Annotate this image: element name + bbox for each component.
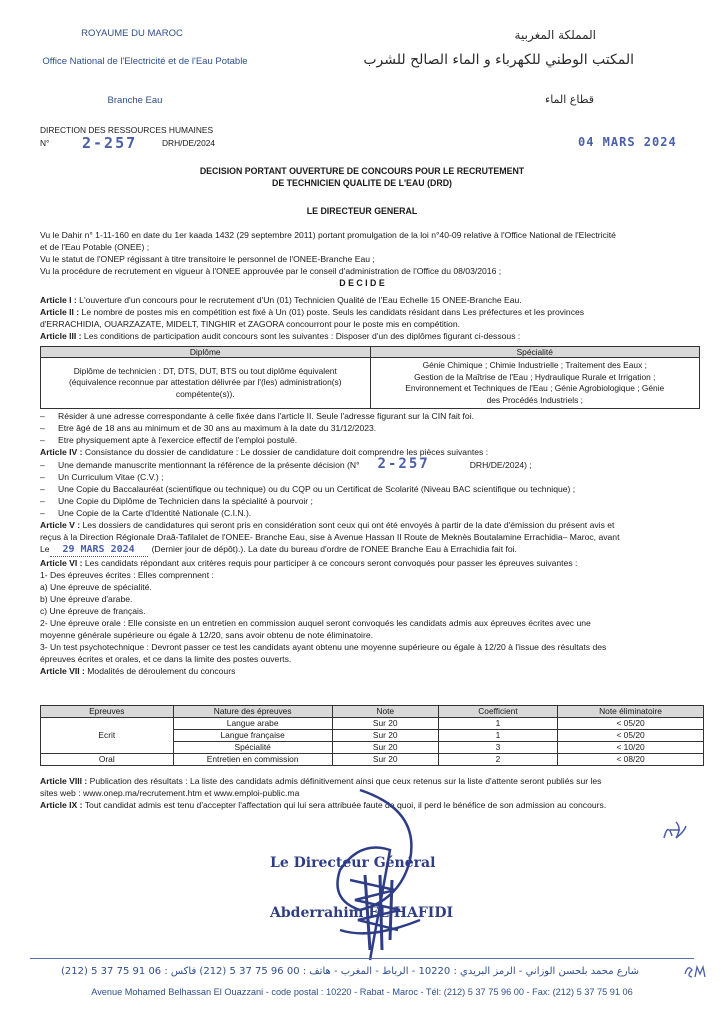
article-1 (40, 294, 700, 306)
signatory-name: Abderrahim EL HAFIDI (270, 905, 454, 921)
article-5-line2: reçus à la Direction Régionale Draâ-Tafilalet de l'ONEE- Branche Eau, sise à Avenue Hassan II Route de Meknès Boutalamine Errachidia– Maroc, avant (40, 532, 620, 542)
article-5: Article V : Les dossiers de candidatures qui seront pris en considération sont ceux qui ont été envoyés à partir de la date d'émission du présent avis et (40, 520, 615, 530)
article-3 (40, 330, 700, 342)
decision-title-line2: DE TECHNICIEN QUALITE DE L'EAU (DRD) (272, 178, 452, 188)
article-4-text: Consistance du dossier de candidature : Le dossier de candidature doit comprendre les pièces suivantes : (82, 447, 489, 457)
exam-line: épreuves écrites et orales, et ce dans la limite des postes ouverts. (40, 654, 292, 664)
exam-header: Note éliminatoire (558, 706, 704, 718)
article-9: Article IX : Tout candidat admis est tenu d'accepter l'affectation qui lui sera attribuée faute de quoi, il perd le bénéfice de son admission au concours. (40, 800, 607, 810)
exam-type-written: Ecrit (41, 718, 174, 754)
speciality-line: Génie Chimique ; Chimie Industrielle ; Traitement des Eaux ; (422, 360, 647, 370)
condition-item: – Etre âgé de 18 ans au minimum et de 30 ans au maximum à la date du 31/12/2023. (40, 423, 377, 433)
exam-type-oral: Oral (41, 754, 174, 766)
exam-cell: 2 (438, 754, 557, 766)
articles-block (40, 294, 700, 342)
article-8-line2: sites web : www.onep.ma/recrutement.htm et www.emploi-public.ma (40, 788, 300, 798)
article-2-label: Article II : (40, 307, 80, 317)
dossier-item: – Une Copie du Diplôme de Technicien dans la spécialité à pourvoir ; (40, 496, 313, 506)
exam-line: 3- Un test psychotechnique : Devront passer ce test les candidats ayant obtenu une moyenne supérieure ou égale à 12/20 à l'issue des résultats des (40, 642, 607, 652)
exam-cell: 1 (438, 718, 557, 730)
office-name-fr: Office National de l'Electricité et de l'Eau Potable (42, 56, 248, 67)
exam-cell: < 08/20 (558, 754, 704, 766)
speciality-line: des Procédés Industriels ; (486, 394, 583, 405)
article-5-line3: Le 29 MARS 2024 (Dernier jour de dépôt).). La date du bureau d'ordre de l'ONEE Branche Eau à Errachidia fait foi. (40, 544, 517, 555)
director-heading: LE DIRECTEUR GENERAL (306, 206, 418, 216)
conditions-block (40, 410, 704, 677)
article-6: Article VI : Les candidats répondant aux critères requis pour participer à ce concours seront convoqués pour passer les épreuves suivantes : (40, 558, 578, 568)
table-row (41, 754, 704, 766)
exam-cell: < 05/20 (558, 730, 704, 742)
handwritten-signature (300, 780, 440, 970)
footer-divider (30, 958, 694, 959)
footer-arabic: شارع محمد بلحسن الوزاني - الرمز البريدي : 10220 - الرباط - المغرب - هاتف : 00 96 75 37 5 (212) فاكس : 06 91 75 37 5 (212) (61, 966, 639, 977)
dossier-item: – Un Curriculum Vitae (C.V.) ; (40, 472, 164, 482)
article-2-text: Le nombre de postes mis en compétition est fixé à Un (01) poste. Seuls les candidats résidant dans Les préfectures et les provinces (79, 307, 585, 317)
article-4 (40, 446, 704, 458)
exam-cell: < 05/20 (558, 718, 704, 730)
article-1-text: L'ouverture d'un concours pour le recrutement d'Un (01) Technicien Qualité de l'Eau Echelle 15 ONEE-Branche Eau. (76, 295, 522, 305)
exam-header: Note (332, 706, 438, 718)
preamble-line: Vu la procédure de recrutement en vigueur à l'ONEE approuvée par le conseil d'administration de l'Office du 08/03/2016 ; (40, 266, 502, 276)
condition-item: – Résider à une adresse correspondante à celle fixée dans l'article II. Seule l'adresse figurant sur la CIN fait foi. (40, 411, 474, 421)
footer-french: Avenue Mohamed Belhassan El Ouazzani - code postal : 10220 - Rabat - Maroc - Tél: (212) 5 37 75 96 00 - Fax: (212) 5 37 75 91 06 (91, 987, 633, 997)
speciality-line: Environnement et Techniques de l'Eau ; Génie Agrobiologique ; Génie (405, 383, 665, 393)
exam-header: Nature des épreuves (173, 706, 332, 718)
exam-line: c) Une épreuve de français. (40, 606, 146, 616)
article-3-text: Les conditions de participation audit concours sont les suivantes : Disposer d'un des diplômes figurant ci-dessous : (81, 331, 521, 341)
number-label: N° (40, 138, 50, 148)
exam-line: 2- Une épreuve orale : Elle consiste en un entretien en commission auquel seront convoqués les candidats admis aux épreuves écrites avec une (40, 618, 591, 628)
exam-cell: Spécialité (173, 742, 332, 754)
decision-suffix: DRH/DE/2024 (162, 138, 216, 148)
exam-cell: Sur 20 (332, 742, 438, 754)
article-7: Article VII : Modalités de déroulement du concours (40, 666, 236, 676)
preamble (40, 229, 700, 289)
exam-cell: < 10/20 (558, 742, 704, 754)
signatory-title: Le Directeur Général (270, 855, 436, 871)
article-2 (40, 306, 700, 318)
exam-line: 1- Des épreuves écrites : Elles comprennent : (40, 570, 214, 580)
diploma-table (40, 346, 700, 409)
initials-mark (660, 818, 690, 842)
exam-line: moyenne générale supérieure ou égale à 12/20, sans avoir obtenu de note éliminatoire. (40, 630, 373, 640)
table-row (41, 718, 704, 730)
preamble-line: Vu le statut de l'ONEP régissant à titre transitoire le personnel de l'ONEE-Branche Eau ; (40, 254, 375, 264)
article-4-label: Article IV : (40, 447, 83, 457)
article-6-label: Article VI : (40, 558, 83, 568)
exam-cell: Sur 20 (332, 718, 438, 730)
article-8-label: Article VIII : (40, 776, 88, 786)
exam-cell: Entretien en commission (173, 754, 332, 766)
exam-cell: Langue arabe (173, 718, 332, 730)
deadline-handwritten: 29 MARS 2024 (62, 544, 135, 555)
diploma-header: Diplôme (41, 347, 371, 358)
kingdom-ar: المملكة المغربية (514, 28, 596, 42)
exam-cell: Langue française (173, 730, 332, 742)
direction-label: DIRECTION DES RESSOURCES HUMAINES (40, 125, 214, 135)
preamble-line: Vu le Dahir n° 1-11-160 en date du 1er kaada 1432 (29 septembre 2011) portant promulgation de la loi n°40-09 relative à l'Office National de l'Electricité (40, 230, 616, 240)
article-3-label: Article III : (40, 331, 82, 341)
article-2-line2: d'ERRACHIDIA, OUARZAZATE, MIDELT, TINGHIR et ZAGORA concourront pour le poste mis en compétition. (40, 319, 460, 329)
kingdom-fr: ROYAUME DU MAROC (81, 28, 183, 39)
article-9-label: Article IX : (40, 800, 83, 810)
article-8: Article VIII : Publication des résultats : La liste des candidats admis définitivement ainsi que ceux retenus sur la liste d'attente seront publiés sur les (40, 776, 602, 786)
decision-number-handwritten: 2-257 (377, 456, 430, 472)
exam-table (40, 705, 704, 766)
exam-cell: Sur 20 (332, 730, 438, 742)
diploma-line: compétente(s)). (175, 388, 235, 399)
dossier-item: – Une Copie du Baccalauréat (scientifique ou technique) ou du CQP ou un Certificat de Scolarité (Niveau BAC scientifique ou technique) ; (40, 484, 576, 494)
exam-header: Epreuves (41, 706, 174, 718)
condition-item: – Etre physiquement apte à l'exercice effectif de l'emploi postulé. (40, 435, 298, 445)
speciality-line: Gestion de la Maîtrise de l'Eau ; Hydraulique Rurale et Irrigation ; (414, 371, 656, 382)
exam-cell: Sur 20 (332, 754, 438, 766)
diploma-line: (équivalence reconnue par attestation délivrée par l'(les) administration(s) (68, 377, 342, 388)
decide-heading: D E C I D E (339, 278, 385, 288)
exam-cell: 1 (438, 730, 557, 742)
footer-initials-mark (682, 962, 708, 980)
preamble-line: et de l'Eau Potable (ONEE) ; (40, 242, 150, 252)
exam-line: a) Une épreuve de spécialité. (40, 582, 152, 592)
branch-fr: Branche Eau (107, 95, 163, 106)
article-7-label: Article VII : (40, 666, 85, 676)
exam-header: Coefficient (438, 706, 557, 718)
date-stamp: 04 MARS 2024 (578, 135, 677, 149)
decision-title-line1: DECISION PORTANT OUVERTURE DE CONCOURS POUR LE RECRUTEMENT (199, 166, 525, 176)
speciality-cell (370, 358, 700, 409)
exam-cell: 3 (438, 742, 557, 754)
dossier-item: – Une demande manuscrite mentionnant la référence de la présente décision (N° 2-257 DRH/DE/2024) ; (40, 456, 532, 472)
diploma-cell (41, 358, 371, 409)
decision-number-stamp: 2-257 (82, 134, 138, 152)
article-5-label: Article V : (40, 520, 81, 530)
article-1-label: Article I : (40, 295, 77, 305)
exam-line: b) Une épreuve d'arabe. (40, 594, 133, 604)
branch-ar: قطاع الماء (545, 93, 594, 106)
dossier-item: – Une Copie de la Carte d'Identité Nationale (C.I.N.). (40, 508, 252, 518)
diploma-line: Diplôme de technicien : DT, DTS, DUT, BTS ou tout diplôme équivalent (73, 365, 337, 376)
speciality-header: Spécialité (370, 347, 700, 358)
office-name-ar: المكتب الوطني للكهرباء و الماء الصالح للشرب (363, 52, 634, 68)
